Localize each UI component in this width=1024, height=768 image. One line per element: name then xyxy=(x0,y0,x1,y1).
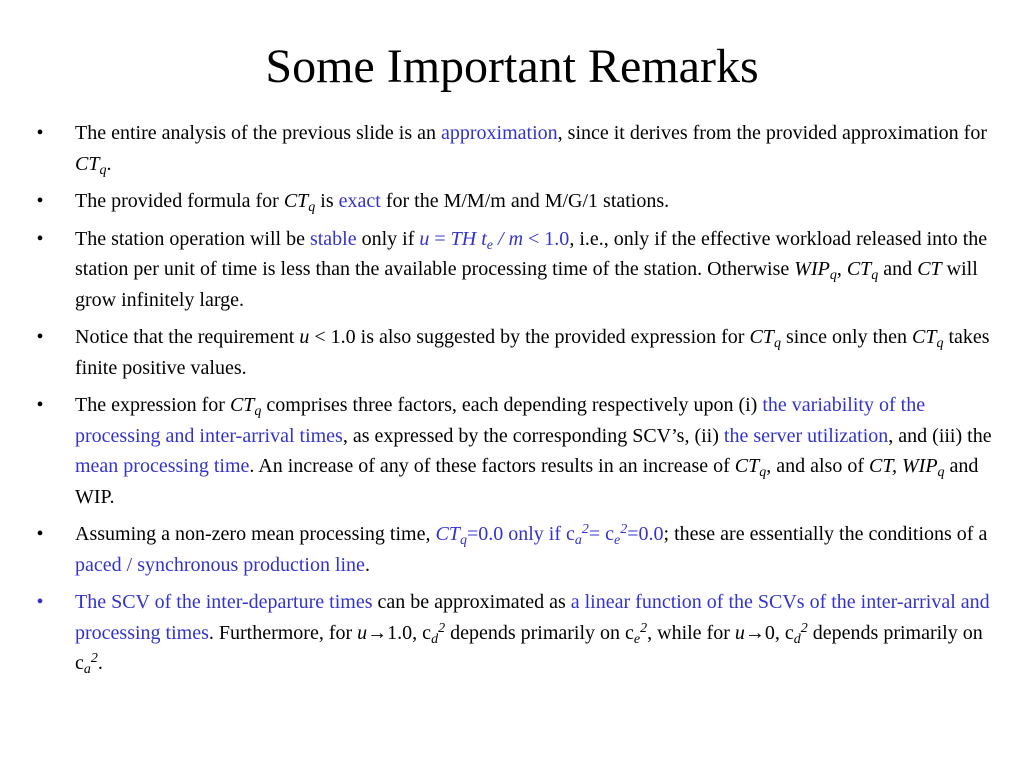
symbol-ct: CT xyxy=(75,152,100,175)
text: , as expressed by the corresponding SCV’s, (ii) xyxy=(342,424,724,447)
remark-scv-departures xyxy=(30,587,992,679)
subscript-d: d xyxy=(793,631,801,647)
symbol-u: u xyxy=(299,326,310,348)
symbol-ct: CT xyxy=(846,258,872,280)
subscript-q: q xyxy=(254,404,262,420)
text: , and (iii) the xyxy=(888,424,992,447)
remark-zero-conditions xyxy=(30,519,992,580)
superscript-2: 2 xyxy=(800,620,808,636)
symbol-ct: CT xyxy=(435,523,460,545)
text: Assuming a non-zero mean processing time, xyxy=(75,523,436,545)
highlight-scv-departures: The SCV of the inter-departure times xyxy=(75,591,373,613)
remarks-list xyxy=(30,118,992,686)
superscript-2: 2 xyxy=(620,522,628,537)
text: . Furthermore, for xyxy=(208,621,358,644)
bullet-icon: • xyxy=(36,190,44,212)
formula-part: = xyxy=(429,227,451,250)
remark-requirement xyxy=(30,322,992,383)
text: . xyxy=(364,553,370,576)
subscript-e: e xyxy=(486,237,494,253)
text: will grow infinitely large. xyxy=(75,258,978,311)
symbol-u: u xyxy=(734,621,745,644)
symbol-ct: CT xyxy=(917,258,942,280)
remark-three-factors xyxy=(30,390,992,512)
text: →1.0, c xyxy=(367,621,432,644)
text: The entire analysis of the previous slide is an xyxy=(75,122,442,144)
text: is xyxy=(315,190,339,212)
text: depends primarily on c xyxy=(445,621,634,644)
superscript-2: 2 xyxy=(581,522,589,537)
subscript-q: q xyxy=(936,336,944,352)
symbol-u: u xyxy=(357,621,368,644)
symbol-wip: WIP xyxy=(794,258,830,280)
highlight-paced-line: paced / synchronous production line xyxy=(75,553,365,576)
bullet-icon: • xyxy=(36,326,44,348)
subscript-e: e xyxy=(614,533,621,549)
symbol-ct: CT xyxy=(749,326,774,348)
stability-condition-formula xyxy=(419,227,570,253)
symbol-ct: CT xyxy=(912,326,937,348)
text: ; these are essentially the conditions of a xyxy=(663,523,988,545)
bullet-icon: • xyxy=(36,122,44,144)
subscript-d: d xyxy=(431,631,439,647)
highlight-exact: exact xyxy=(338,190,381,212)
bullet-icon: • xyxy=(36,394,44,416)
symbol-m: m xyxy=(508,227,524,250)
highlight-server-utilization: the server utilization xyxy=(723,424,889,447)
text: for the M/M/m and M/G/1 stations. xyxy=(380,190,670,212)
symbol-th-t: TH t xyxy=(450,227,487,250)
text: , while for xyxy=(647,621,735,644)
text: Notice that the requirement xyxy=(75,326,300,348)
symbol-ct: CT xyxy=(283,190,309,212)
subscript-q: q xyxy=(759,465,767,481)
subscript-a: a xyxy=(574,533,582,549)
text: , i.e., only if the effective workload released into the station per unit of time is less than the available processing time of the station. Otherwise xyxy=(75,227,988,280)
remark-exact-formula xyxy=(30,186,992,217)
superscript-2: 2 xyxy=(640,620,648,636)
text: can be approximated as xyxy=(372,591,571,613)
text: < 1.0 is also suggested by the provided expression for xyxy=(309,326,750,348)
symbol-ct-wip: CT, WIP xyxy=(869,455,938,477)
slide-title: Some Important Remarks xyxy=(265,40,759,93)
formula-part: < 1.0 xyxy=(523,227,570,250)
subscript-q: q xyxy=(773,336,781,352)
zero-condition-formula xyxy=(435,522,664,549)
symbol-ct: CT xyxy=(734,455,760,477)
remark-stability xyxy=(30,224,992,316)
symbol-ct: CT xyxy=(229,394,255,416)
text: , since it derives from the provided approximation for xyxy=(557,122,987,144)
subscript-q: q xyxy=(99,162,107,178)
text: . An increase of any of these factors results in an increase of xyxy=(249,455,735,477)
subscript-q: q xyxy=(871,268,879,284)
text: depends primarily on c xyxy=(75,621,983,674)
superscript-2: 2 xyxy=(438,620,446,636)
text: →0, c xyxy=(744,621,794,644)
text: and WIP. xyxy=(75,455,979,508)
text: comprises three factors, each depending respectively upon (i) xyxy=(261,394,763,416)
bullet-icon: • xyxy=(36,523,44,545)
text: since only then xyxy=(780,326,913,348)
superscript-2: 2 xyxy=(90,651,98,666)
text: and xyxy=(878,258,918,280)
remark-approximation xyxy=(30,118,992,179)
subscript-q: q xyxy=(829,268,837,284)
text: The expression for xyxy=(75,394,230,416)
bullet-icon: • xyxy=(36,227,44,250)
formula-part: / xyxy=(493,227,509,250)
text: , and also of xyxy=(766,455,870,477)
bullet-icon: • xyxy=(36,591,44,613)
formula-part: =0.0 xyxy=(627,523,664,545)
text: takes finite positive values. xyxy=(75,326,990,379)
highlight-approximation: approximation xyxy=(441,122,558,144)
subscript-q: q xyxy=(308,200,316,216)
highlight-linear-function: a linear function of the SCVs of the inter-arrival and processing times xyxy=(75,591,990,644)
text: The provided formula for xyxy=(75,190,284,212)
subscript-q: q xyxy=(459,533,467,549)
formula-part: = c xyxy=(588,523,615,545)
text: The station operation will be xyxy=(75,227,310,250)
text: , xyxy=(836,258,847,280)
highlight-stable: stable xyxy=(309,227,357,250)
text: . xyxy=(106,152,112,175)
highlight-variability: the variability of the processing and inter-arrival times xyxy=(75,394,926,447)
highlight-mean-processing-time: mean processing time xyxy=(75,455,250,477)
subscript-a: a xyxy=(83,662,91,678)
text: only if xyxy=(356,227,420,250)
text: . xyxy=(97,652,103,674)
formula-part: =0.0 only if c xyxy=(466,523,575,545)
symbol-u: u xyxy=(419,227,430,250)
subscript-q: q xyxy=(937,465,945,481)
subscript-e: e xyxy=(633,631,641,647)
